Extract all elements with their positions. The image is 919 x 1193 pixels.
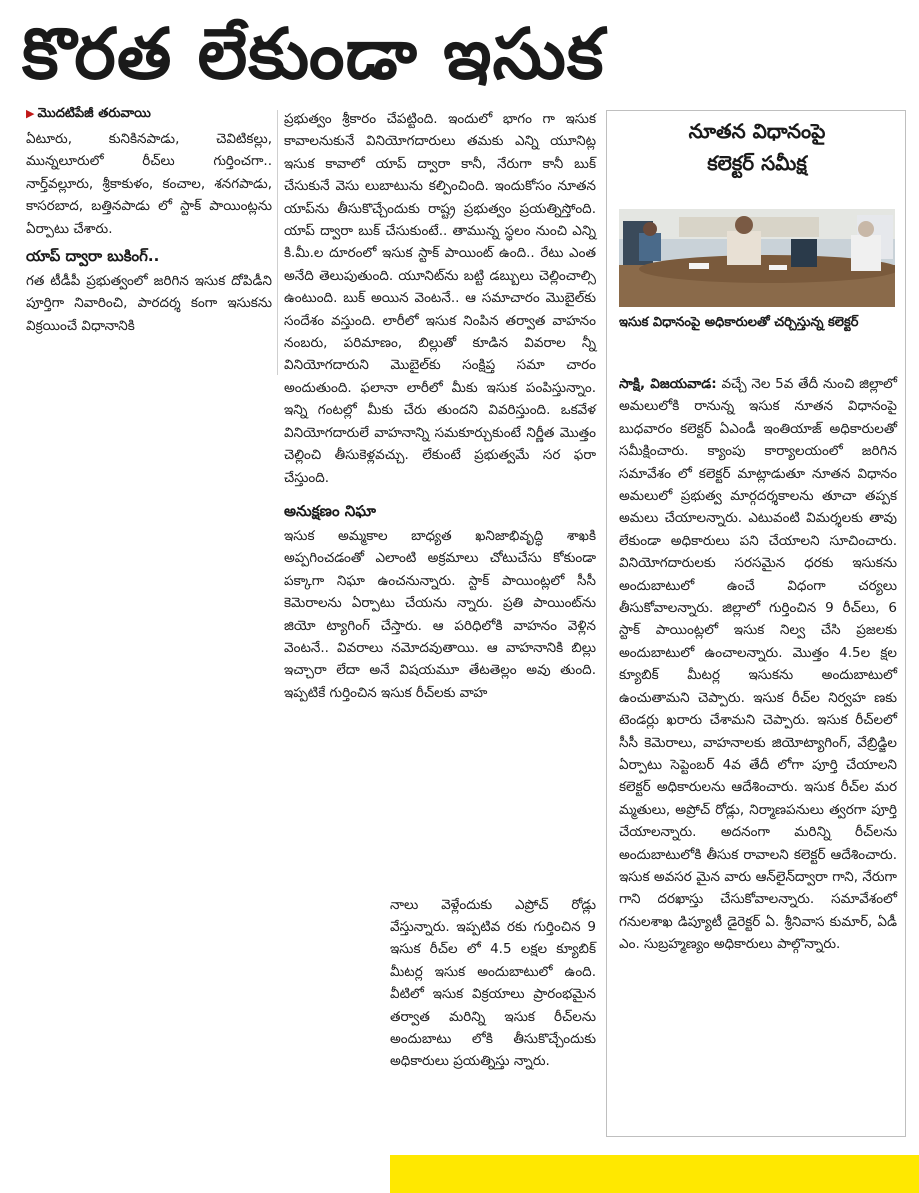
- subheading-app-booking: యాప్ ద్వారా బుకింగ్..: [26, 247, 160, 266]
- triangle-marker-icon: ▶: [26, 107, 35, 120]
- sidebar-body: [619, 373, 897, 956]
- column-divider: [277, 110, 278, 375]
- paragraph: నాలు వెళ్లేందుకు ఎప్రోచ్ రోడ్లు వేస్తున్నారు. ఇప్పటివ రకు గుర్తించిన 9 ఇసుక రీచ్‌ల లో 4.5 లక్షల క్యూబిక్ మీటర్ల ఇసుక అందుబాటులో ఉంది. వీటిలో ఇసుక విక్రయాలు ప్రారంభమైన తర్వాత మరిన్ని ఇసుక రీచ్‌లను అందుబాటు లోకి తీసుకొచ్చేందుకు అధికారులు ప్రయత్నిస్తు న్నారు.: [390, 896, 596, 1070]
- sidebar-title-line-1: నూతన విధానంపై: [688, 119, 826, 143]
- column-2: [284, 108, 596, 704]
- paragraph: ఇసుక అమ్మకాల బాధ్యత ఖనిజాభివృద్ధి శాఖకి అప్పగించడంతో ఎలాంటి అక్రమాలు చోటుచేసు కోకుండా పక్కాగా నిఘా ఉంచనున్నారు. స్టాక్ పాయింట్లలో సీసీ కెమెరాలను ఏర్పాటు చేయను న్నారు. ప్రతి పాయింట్‌ను జియో ట్యాగింగ్ చేస్తారు. ఆ పరిధిలోకి వాహనం వెళ్లిన వెంటనే.. వివరాలు నమోదవుతాయి. ఆ వాహనానికి బిల్లు ఇచ్చారా లేదా అనే విషయమూ తేటతెల్లం అవు తుంది. ఇప్పటికే గుర్తించిన ఇసుక రీచ్‌లకు వాహ: [284, 527, 596, 701]
- yellow-accent-bar: [390, 1155, 919, 1193]
- column-1: [26, 104, 272, 337]
- sidebar-title-line-2: కలెక్టర్ సమీక్ష: [707, 151, 807, 175]
- subheading-surveillance: అనుక్షణం నిఘా: [284, 501, 376, 520]
- sidebar-title: [607, 115, 907, 179]
- photo-caption: ఇసుక విధానంపై అధికారులతో చర్చిస్తున్న కలెక్టర్: [619, 315, 859, 330]
- sidebar-body-text: వచ్చే నెల 5వ తేదీ నుంచి జిల్లాలో అమలులోకి రానున్న ఇసుక నూతన విధానంపై బుధవారం కలెక్టర్ ఏఎండీ ఇంతియాజ్ అధికారులతో సమీక్షించారు. క్యాంపు కార్యాలయంలో జరిగిన సమావేశం లో కలెక్టర్ మాట్లాడుతూ నూతన విధానం అమలులో ప్రభుత్వ మార్గదర్శకాలను తూచా తప్పక అమలు చేయాలన్నారు. ఎటువంటి విమర్శలకు తావు లేకుండా అధికారులు పని చేయాలని సూచించారు. వినియోగదారులకు సరసమైన ధరకు ఇసుకను అందుబాటులో ఉంచే విధంగా చర్యలు తీసుకోవాలన్నారు. జిల్లాలో గుర్తించిన 9 రీచ్‌లు, 6 స్టాక్ పాయింట్లలో ఇసుక నిల్వ చేసి ప్రజలకు అందుబాటులో ఉంచాలన్నారు. మొత్తం 4.5ల క్షల క్యూబిక్ మీటర్ల ఇసుకను అందుబాటులో ఉంచుతామని చెప్పారు. ఇసుక రీచ్‌ల నిర్వహ ణకు టెండర్లు ఖరారు చేశామని చెప్పారు. ఇసుక రీచ్‌లలో సీసీ కెమెరాలు, వాహనాలకు జియోట్యాగింగ్, వేబ్రిడ్జిల ఏర్పాటు సెప్టెంబర్ 4వ తేదీ లోగా పూర్తి చేయాలని కలెక్టర్ అధికారులను ఆదేశించారు. ఇసుక రీచ్‌ల మర మ్మతులు, అప్రోచ్ రోడ్లు, నిర్మాణపనులు త్వరగా పూర్తి చేయాలన్నారు. అదనంగా మరిన్ని రీచ్‌లను అందుబాటులోకి తీసుక రావాలని కలెక్టర్ ఆదేశించారు. ఇసుక అవసర మైన వారు ఆన్‌లైన్‌ద్వారా గాని, నేరుగా గాని దరఖాస్తు చేసుకోవాలన్నారు. సమావేశంలో గనులశాఖ డిప్యూటీ డైరెక్టర్ ఏ. శ్రీనివాస కుమార్, ఏడీ ఎం. సుబ్రహ్మణ్యం అధికారులు పాల్గొన్నారు.: [619, 376, 897, 953]
- column-2-continued: [390, 880, 596, 1086]
- meeting-photo-image: [619, 209, 895, 307]
- paragraph: గత టీడీపీ ప్రభుత్వంలో జరిగిన ఇసుక దోపిడీని పూర్తిగా నివారించి, పారదర్శ కంగా ఇసుకను విక్రయించే విధానానికి: [26, 273, 272, 334]
- meeting-photo: [619, 209, 895, 307]
- headline: కొరత లేకుండా ఇసుక: [22, 13, 605, 95]
- dateline: సాక్షి, విజయవాడ:: [619, 376, 717, 392]
- continued-text: మొదటిపేజీ తరువాయి: [37, 106, 151, 121]
- paragraph: ఏటూరు, కునికినపాడు, చెవిటికల్లు, మున్నలూరులో రీచ్‌లు గుర్తించగా.. నార్త్‌వల్లూరు, శ్రీకాకుళం, కంచాల, శనగపాడు, కాసరబాద, బత్తినపాడు లో స్టాక్ పాయింట్లను ఏర్పాటు చేశారు.: [26, 131, 272, 237]
- paragraph: ప్రభుత్వం శ్రీకారం చేపట్టింది. ఇందులో భాగం గా ఇసుక కావాలనుకునే వినియోగదారులు తమకు ఎన్ని యూనిట్ల ఇసుక కావాలో యాప్ ద్వారా కానీ, నేరుగా కానీ బుక్ చేసుకునే వెసు లుబాటును కల్పించింది. ఇందుకోసం నూతన యాప్‌ను తీసుకొచ్చేందుకు రాష్ట్ర ప్రభుత్వం ప్రయత్నిస్తోంది. యాప్ ద్వారా బుక్ చేసుకుంటే.. తామున్న స్థలం నుంచి ఎన్ని కి.మీ.ల దూరంలో ఇసుక స్టాక్ పాయింట్ ఉంది.. రేటు ఎంత అనేది తెలుపుతుంది. యూనిట్‌ను బట్టి డబ్బులు చెల్లించాల్సి ఉంటుంది. బుక్ అయిన వెంటనే.. ఆ సమాచారం మొబైల్‌కు సందేశం వస్తుంది. లారీలో ఇసుక నింపిన తర్వాత వాహనం నంబరు, పరిమాణం, బిల్లుతో కూడిన వివరాల న్నీ వినియోగదారుని మొబైల్‌కు సంక్షిప్త సమా చారం అందుతుంది. ఫలానా లారీలో మీకు ఇసుక పంపిస్తున్నాం. ఇన్ని గంటల్లో మీకు చేరు తుందని వివరిస్తుంది. ఒకవేళ వినియోగదారులే వాహనాన్ని సమకూర్చుకుంటే నిర్ణీత మొత్తం చెల్లించి తీసుకెళ్లవచ్చు. లేకుంటే ప్రభుత్వమే సర ఫరా చేస్తుంది.: [284, 111, 596, 486]
- continued-label: [26, 104, 272, 124]
- sidebar-box: [606, 110, 906, 1137]
